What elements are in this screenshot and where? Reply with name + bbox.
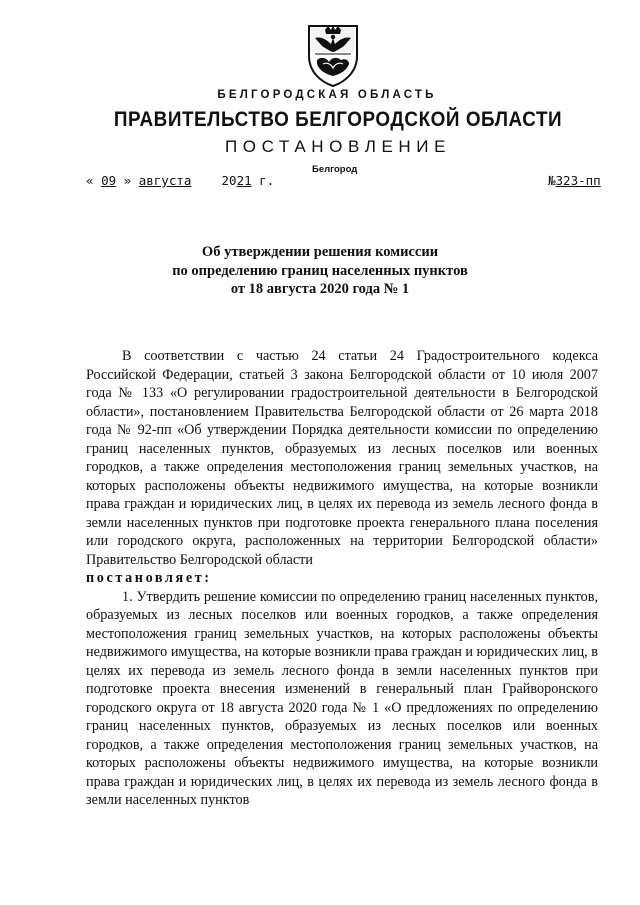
date-year-prefix: 20: [221, 173, 237, 188]
date-year-end: г.: [259, 173, 275, 188]
resolves-word: постановляет:: [86, 570, 212, 586]
government-name: ПРАВИТЕЛЬСТВО БЕЛГОРОДСКОЙ ОБЛАСТИ: [113, 108, 563, 131]
decree-number: [548, 173, 601, 188]
quote-close: »: [123, 173, 132, 188]
city-name: Белгород: [312, 164, 358, 175]
region-name: БЕЛГОРОДСКАЯ ОБЛАСТЬ: [217, 89, 437, 101]
document-type: ПОСТАНОВЛЕНИЕ: [224, 137, 452, 156]
preamble-paragraph: В соответствии с частью 24 статьи 24 Градостроительного кодекса Российской Федерации, статьей 3 закона Белгородской области от 10 июля 2007 года № 133 «О регулировании градостроительной деятельности в Белгородской области», постановлением Правительства Белгородской области от 26 марта 2018 года № 92-пп «Об утверждении Порядка деятельности комиссии по определению границ населенных пунктов, образуемых из лесных поселков или военных городков, а также определения местоположения границ земельных участков, на которых расположены объекты недвижимого имущества, на которые возникли права граждан и юридических лиц, в целях их перевода из земель лесного фонда в земли населенных пунктов при подготовке проекта генерального плана поселения или городского округа, расположенных на территории Белгородской области» Правительство Белгородской области: [86, 348, 598, 568]
decree-title: [100, 243, 540, 299]
date-month: августа: [138, 173, 192, 188]
title-line: от 18 августа 2020 года № 1: [230, 281, 410, 297]
quote-open: «: [86, 173, 94, 188]
coat-of-arms-emblem: [303, 22, 363, 88]
document-body: [86, 347, 598, 810]
item-1-paragraph: 1. Утвердить решение комиссии по определению границ населенных пунктов, образуемых из лесных поселков или военных городков, а также определения местоположения границ земельных участков, на которых расположены объекты недвижимого имущества, на которые возникли права граждан и юридических лиц, в целях их перевода из земель лесного фонда в земли населенных пунктов при подготовке проекта внесения изменений в генеральный план Грайворонского городского округа от 18 августа 2020 года № 1 «О предложениях по определению границ населенных пунктов, образуемых из лесных поселков или военных городков, а также определения местоположения границ земельных участков, на которых расположены объекты недвижимого имущества, на которые возникли права граждан и юридических лиц, в целях их перевода из земель лесного фонда в земли населенных пунктов: [86, 588, 598, 808]
date-day: 09: [101, 173, 117, 188]
decree-date: [86, 173, 274, 188]
number-prefix: №: [548, 173, 556, 188]
number-value: 323-пп: [555, 173, 601, 188]
title-line: Об утверждении решения комиссии: [201, 244, 439, 260]
date-year-suffix: 21: [236, 173, 252, 188]
title-line: по определению границ населенных пунктов: [172, 262, 468, 279]
